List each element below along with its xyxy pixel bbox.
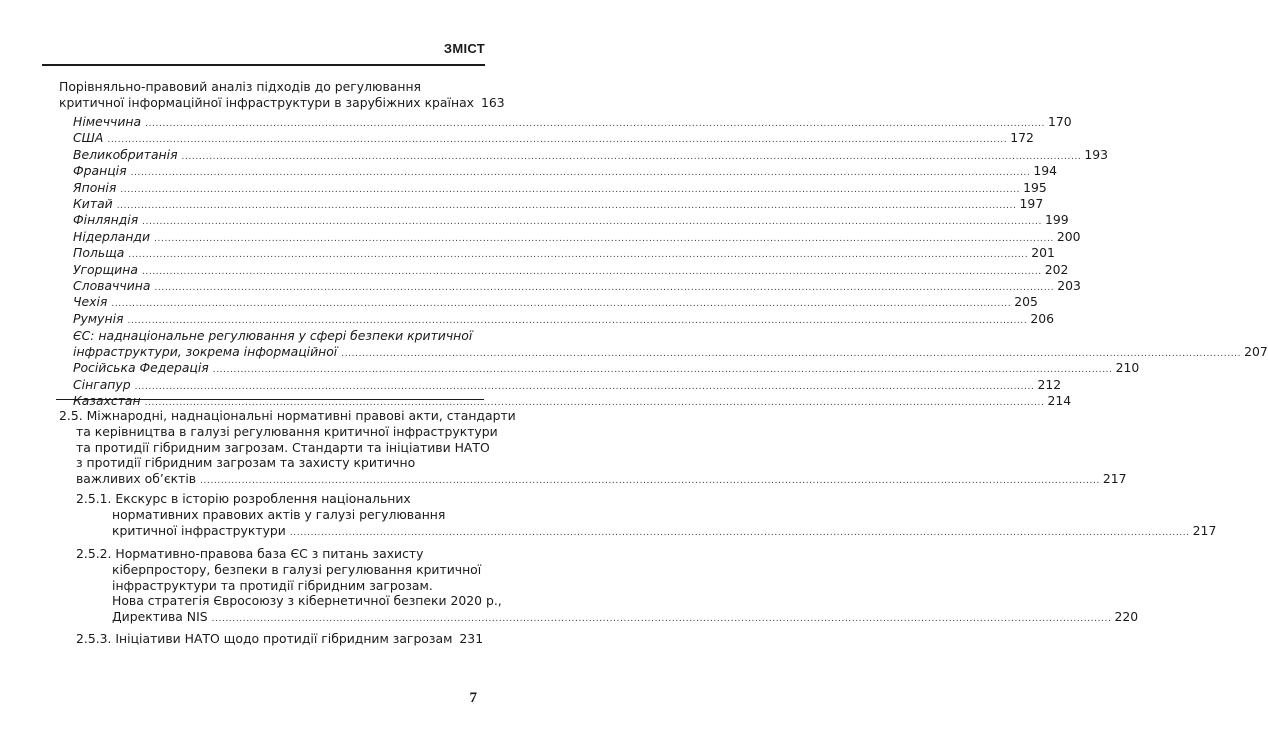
- entry-title-line: критичної інформаційної інфраструктури в зарубіжних країнах: [59, 94, 474, 110]
- entry-title-line: інфраструктури та протидії гібридним загрозам.: [112, 577, 433, 593]
- dot-leader: ....................................................................................................................................................................................................................................................................: [154, 283, 1055, 293]
- dot-leader: ....................................................................................................................................................................................................................................................................: [212, 365, 1113, 376]
- dot-leader: ....................................................................................................................................................................................................................................................................: [127, 315, 1028, 326]
- dot-leader: ....................................................................................................................................................................................................................................................................: [141, 266, 1042, 277]
- entry-title-line: 2.5.1. Екскурс в історію розроблення національних: [76, 491, 411, 506]
- toc-entry-section-2-5-3[interactable]: [76, 631, 484, 650]
- entry-page-number: 214: [1047, 393, 1072, 408]
- entry-title: Нідерланди: [73, 228, 151, 244]
- entry-page-number: 193: [1084, 146, 1109, 162]
- entry-title: США: [73, 130, 104, 146]
- dot-leader: ....................................................................................................................................................................................................................................................................: [142, 217, 1042, 228]
- dot-leader: ....................................................................................................................................................................................................................................................................: [154, 233, 1054, 244]
- entry-page-number: 197: [1019, 196, 1044, 211]
- entry-page-number: 206: [1030, 310, 1054, 326]
- entry-title-line: з протидії гібридним загрозам та захисту критично: [76, 455, 416, 471]
- toc-entry-section-2-5[interactable]: [59, 408, 1127, 490]
- entry-page-number: 207: [1244, 343, 1268, 359]
- entry-title-line: важливих об’єктів: [76, 471, 197, 487]
- section-divider: [56, 399, 484, 400]
- entry-page-number: 217: [1192, 522, 1217, 538]
- entry-title: Російська Федерація: [73, 360, 209, 376]
- entry-title-line: Порівняльно-правовий аналіз підходів до регулювання: [59, 79, 421, 94]
- entry-title-line: критичної інфраструктури: [112, 522, 286, 538]
- dot-leader: ....................................................................................................................................................................................................................................................................: [181, 151, 1082, 162]
- entry-title: Словаччина: [73, 278, 151, 293]
- entry-title-line: та протидії гібридним загрозам. Стандарти та ініціативи НАТО: [76, 439, 490, 455]
- dot-leader: ....................................................................................................................................................................................................................................................................: [107, 135, 1008, 146]
- page-number: 7: [469, 690, 477, 706]
- dot-leader: ....................................................................................................................................................................................................................................................................: [200, 476, 1100, 487]
- entry-title-line: інфраструктури, зокрема інформаційної: [73, 343, 338, 359]
- toc-entry-eu[interactable]: [73, 328, 1268, 363]
- toc-entry-comparative-analysis[interactable]: [59, 79, 505, 114]
- dot-leader: ....................................................................................................................................................................................................................................................................: [116, 201, 1017, 211]
- entry-page-number: 170: [1047, 114, 1072, 129]
- dot-leader: ....................................................................................................................................................................................................................................................................: [211, 614, 1112, 625]
- entry-title-line: Нова стратегія Євросоюзу з кібернетичної безпеки 2020 р.,: [112, 593, 502, 609]
- entry-page-number: 200: [1056, 228, 1081, 244]
- entry-page-number: 194: [1033, 163, 1058, 179]
- entry-title: Польща: [73, 245, 125, 261]
- toc-entry-country[interactable]: [73, 310, 1054, 330]
- entry-title-line: 2.5. Міжнародні, наднаціональні нормативні правові акти, стандарти: [59, 408, 516, 423]
- running-header: [42, 40, 485, 66]
- entry-page-number: 202: [1044, 261, 1069, 277]
- entry-page-number: 199: [1044, 212, 1069, 228]
- entry-title: Фінляндія: [73, 212, 139, 228]
- toc-entry-section-2-5-2[interactable]: [76, 546, 1139, 628]
- dot-leader: ....................................................................................................................................................................................................................................................................: [144, 398, 1045, 408]
- entry-page-number: 210: [1115, 360, 1140, 376]
- entry-title: Казахстан: [73, 393, 141, 408]
- entry-title: Китай: [73, 196, 113, 211]
- entry-title: Франція: [73, 163, 127, 179]
- entry-page-number: 203: [1057, 278, 1081, 293]
- entry-page-number: 195: [1023, 179, 1047, 195]
- dot-leader: ....................................................................................................................................................................................................................................................................: [289, 527, 1190, 538]
- entry-title-line: 2.5.2. Нормативно-правова база ЄС з питань захисту: [76, 546, 424, 561]
- entry-title-line: ЄС: наднаціональне регулювання у сфері безпеки критичної: [73, 328, 473, 344]
- toc-entry-section-2-5-1[interactable]: [76, 491, 1217, 541]
- dot-leader: ....................................................................................................................................................................................................................................................................: [130, 168, 1031, 179]
- entry-title: Сінгапур: [73, 376, 131, 392]
- entry-title-line: та керівництва в галузі регулювання критичної інфраструктури: [76, 423, 498, 439]
- entry-title-line: кіберпростору, безпеки в галузі регулювання критичної: [112, 561, 482, 577]
- entry-page-number: 220: [1114, 609, 1139, 625]
- dot-leader: ....................................................................................................................................................................................................................................................................: [120, 184, 1021, 195]
- entry-page-number: 201: [1031, 245, 1055, 261]
- header-title: ЗМІСТ: [443, 41, 485, 56]
- dot-leader: ....................................................................................................................................................................................................................................................................: [145, 119, 1045, 129]
- entry-page-number: 231: [459, 631, 484, 646]
- entry-title-line: 2.5.3. Ініціативи НАТО щодо протидії гібридним загрозам: [76, 631, 453, 646]
- entry-title: Німеччина: [73, 114, 142, 129]
- dot-leader: ....................................................................................................................................................................................................................................................................: [128, 250, 1029, 261]
- dot-leader: ....................................................................................................................................................................................................................................................................: [341, 348, 1242, 359]
- entry-title: Чехія: [73, 294, 108, 310]
- entry-title: Угорщина: [73, 261, 138, 277]
- entry-page-number: 212: [1037, 376, 1062, 392]
- entry-title: Великобританія: [73, 146, 178, 162]
- dot-leader: ....................................................................................................................................................................................................................................................................: [134, 381, 1035, 392]
- dot-leader: ....................................................................................................................................................................................................................................................................: [111, 299, 1012, 310]
- entry-page-number: 163: [481, 94, 505, 110]
- entry-title: Румунія: [73, 310, 124, 326]
- entry-title-line: нормативних правових актів у галузі регулювання: [112, 506, 446, 522]
- entry-title-line: Директива NIS: [112, 609, 208, 625]
- entry-title: Японія: [73, 179, 117, 195]
- entry-page-number: 205: [1014, 294, 1038, 310]
- entry-page-number: 217: [1102, 471, 1127, 487]
- entry-page-number: 172: [1010, 130, 1034, 146]
